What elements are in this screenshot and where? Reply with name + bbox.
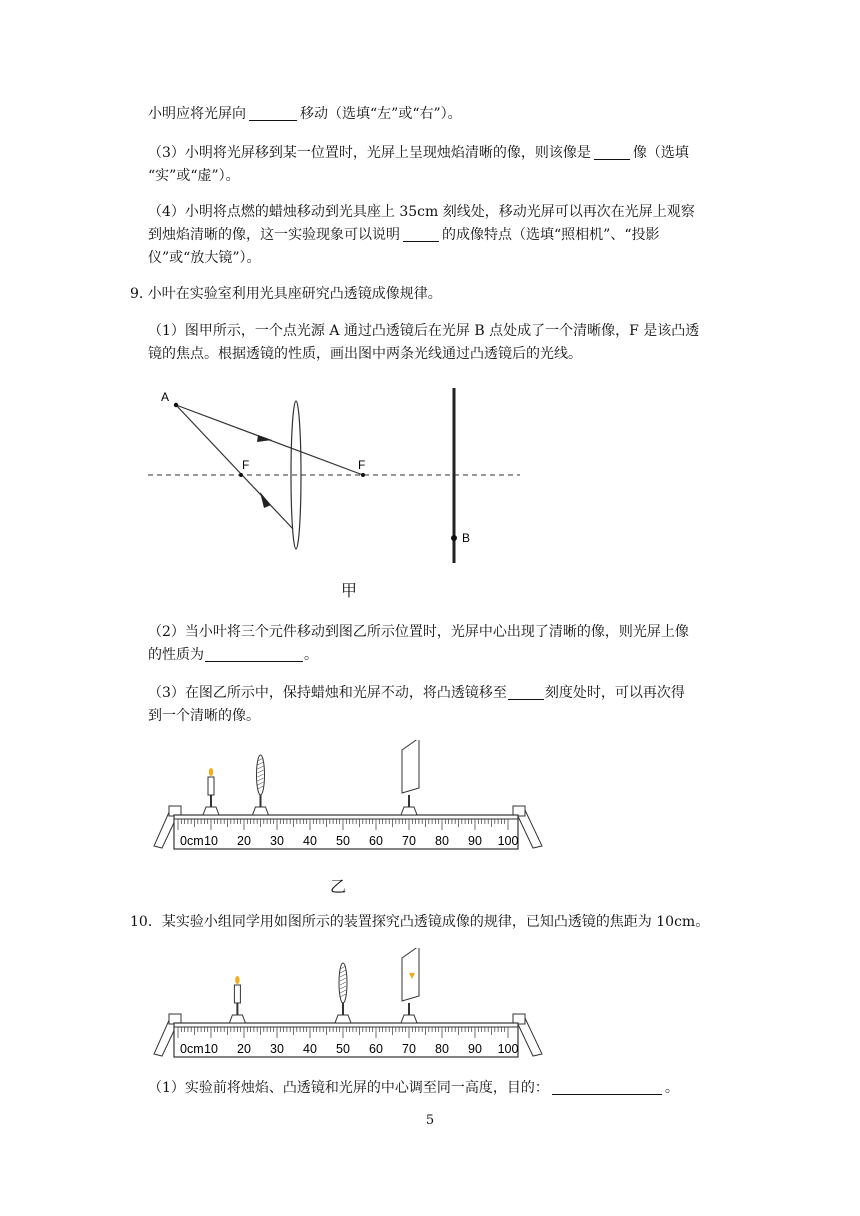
text-line: （1）图甲所示，一个点光源 A 通过凸透镜后在光屏 B 点处成了一个清晰像，F 是该凸透	[148, 323, 700, 339]
screen-holder-base	[401, 1015, 417, 1023]
candle	[234, 985, 240, 1003]
ray-arrow	[257, 435, 272, 442]
text-line: （3）在图乙所示中，保持蜡烛和光屏不动，将凸透镜移至 刻度处时，可以再次得	[148, 685, 685, 701]
answer-blank[interactable]	[249, 106, 297, 121]
question-9: 9. 小叶在实验室利用光具座研究凸透镜成像规律。	[130, 286, 442, 302]
candle-flame	[235, 976, 239, 984]
text-line: （1）实验前将烛焰、凸透镜和光屏的中心调至同一高度，目的： 。	[148, 1080, 679, 1096]
scale-label: 10	[204, 1042, 218, 1056]
candle-holder-base	[203, 807, 219, 815]
bench-q10	[154, 948, 542, 1057]
text-line: 到烛焰清晰的像，这一实验现象可以说明 的成像特点（选填“照相机”、“投影	[148, 227, 660, 243]
label-f-right: F	[358, 458, 366, 472]
label-a: A	[161, 390, 170, 404]
scale-label: 90	[468, 1042, 482, 1056]
text-line: （2）当小叶将三个元件移动到图乙所示位置时，光屏中心出现了清晰的像，则光屏上像	[148, 624, 689, 640]
scale-label: 50	[336, 834, 350, 848]
text-line: 的性质为 。	[148, 647, 318, 663]
page-number: 5	[425, 1113, 435, 1128]
scale-label: 90	[468, 834, 482, 848]
scale-label: 0cm	[180, 1042, 204, 1056]
scale-label: 70	[402, 834, 416, 848]
text-line: “实”或“虚”）。	[148, 168, 240, 184]
scale-label: 80	[435, 834, 449, 848]
label-b: B	[462, 531, 471, 545]
answer-blank[interactable]	[552, 1080, 662, 1095]
optical-bench-q10	[150, 948, 545, 1063]
label-f-left: F	[242, 458, 250, 472]
scale-label: 70	[402, 1042, 416, 1056]
candle-holder-base	[229, 1015, 245, 1023]
scale-label: 20	[237, 1042, 251, 1056]
point-a	[174, 403, 178, 407]
scale-label: 40	[303, 834, 317, 848]
text-line: 仪”或“放大镜”）。	[148, 250, 261, 266]
answer-blank[interactable]	[594, 145, 630, 160]
ray-2	[176, 405, 293, 529]
bench-yi	[154, 740, 542, 849]
scale-label: 60	[369, 1042, 383, 1056]
text-line: （4）小明将点燃的蜡烛移动到光具座上 35cm 刻线处，移动光屏可以再次在光屏上观察	[148, 204, 695, 220]
scale-label: 50	[336, 1042, 350, 1056]
candle	[208, 777, 214, 795]
ray-arrow	[260, 492, 271, 508]
scale-label: 30	[270, 1042, 284, 1056]
scale-label: 0cm	[180, 834, 204, 848]
scale-label: 100	[497, 834, 519, 848]
text-line: （3）小明将光屏移到某一位置时，光屏上呈现烛焰清晰的像，则该像是 像（选填	[148, 145, 689, 161]
scale-label: 30	[270, 834, 284, 848]
point-b	[451, 535, 457, 541]
scale-label: 20	[237, 834, 251, 848]
scale-label: 40	[303, 1042, 317, 1056]
screen-holder-base	[401, 807, 417, 815]
answer-blank[interactable]	[508, 685, 544, 700]
scale-label: 80	[435, 1042, 449, 1056]
candle-flame	[209, 768, 213, 776]
scale-label: 10	[204, 834, 218, 848]
scale-label: 60	[369, 834, 383, 848]
lens-holder-base	[335, 1015, 351, 1023]
figure-label-jia: 甲	[341, 581, 358, 600]
focus-left	[239, 473, 243, 477]
light-screen	[402, 740, 419, 793]
text-line: 镜的焦点。根据透镜的性质，画出图中两条光线通过凸透镜后的光线。	[148, 346, 582, 362]
answer-blank[interactable]	[205, 647, 303, 662]
optical-bench-yi	[150, 740, 545, 855]
figure-label-yi: 乙	[330, 877, 347, 896]
focus-right	[361, 473, 365, 477]
text-line: 小明应将光屏向 移动（选填“左”或“右”）。	[148, 106, 462, 122]
scale-label: 100	[497, 1042, 519, 1056]
lens-holder-base	[253, 807, 269, 815]
question-10: 10．某实验小组同学用如图所示的装置探究凸透镜成像的规律，已知凸透镜的焦距为 10cm。	[130, 914, 710, 930]
answer-blank[interactable]	[403, 227, 439, 242]
ray-diagram-jia	[140, 380, 530, 575]
text-line: 到一个清晰的像。	[148, 708, 260, 724]
